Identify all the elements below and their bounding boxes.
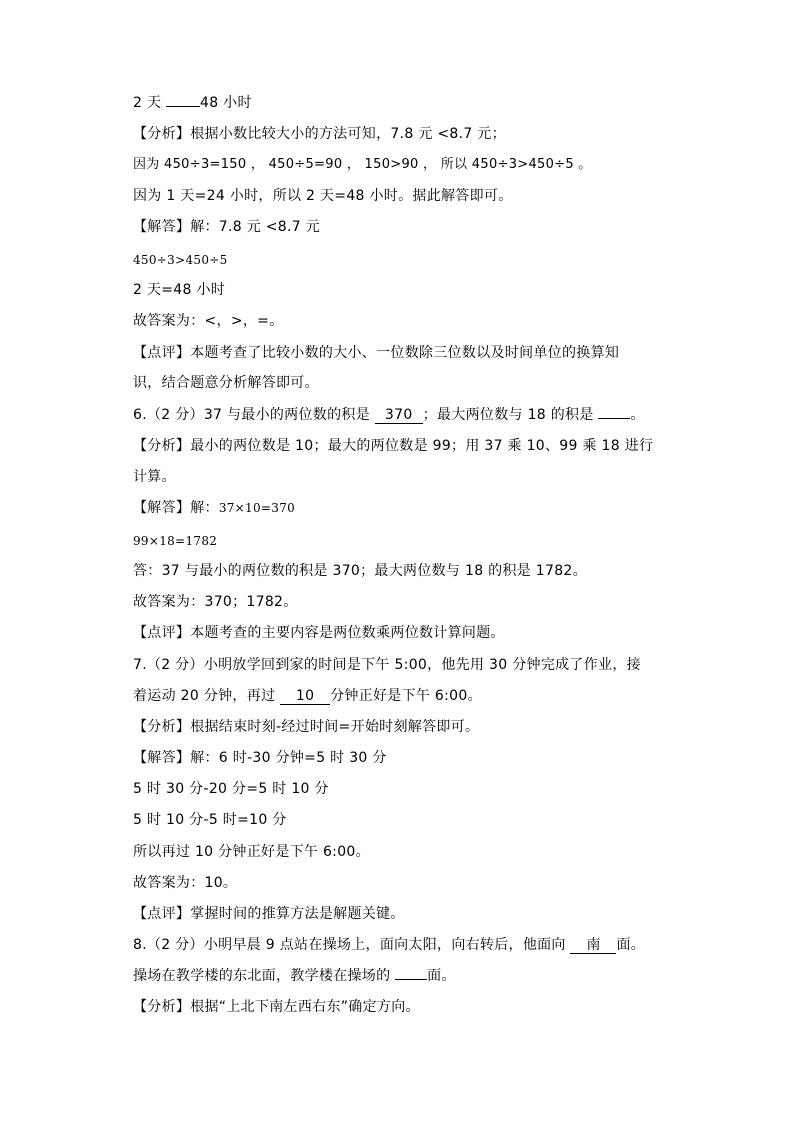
analysis-line [133,436,653,456]
line-text: 5 时 30 分-20 分=5 时 10 分 [133,781,329,797]
line-text: 99×18=1782 [133,534,218,548]
line-text: 着运动 20 分钟，再过 [133,688,281,704]
answer-blank [598,418,630,419]
line-text: 识，结合题意分析解答即可。 [133,375,319,391]
line-text: 所以再过 10 分钟正好是下午 6:00。 [133,844,370,860]
line-text: 【点评】本题考查了比较小数的大小、一位数除三位数以及时间单位的换算知 [133,345,620,361]
line-text: 6.（2 分）37 与最小的两位数的积是 [133,407,375,423]
text-line [133,966,456,986]
answer-blank [395,979,427,980]
line-text: 【分析】根据小数比较大小的方法可知，7.8 元 <8.7 元； [133,126,506,142]
text-line [133,155,592,175]
line-text: 分钟正好是下午 6:00。 [330,688,482,704]
line-text: 7.（2 分）小明放学回到家的时间是下午 5:00，他先用 30 分钟完成了作业，接 [133,657,641,673]
text-line [133,280,225,300]
line-text: 面。 [616,937,646,953]
line-text: 【解答】解： [133,500,219,516]
line-text: 2 天=48 小时 [133,282,226,298]
comment-line [133,623,505,643]
solution-line [133,498,295,518]
question-8 [133,935,645,955]
line-text: 计算。 [133,469,176,485]
line-text: 故答案为：<，>，=。 [133,313,284,329]
line-text: 8.（2 分）小明早晨 9 点站在操场上，面向太阳，向右转后，他面向 [133,937,571,953]
comment-line [133,343,619,363]
line-text: 2 天 [133,95,167,111]
line-text: 【解答】解：7.8 元 <8.7 元 [133,219,321,235]
line-text: 【分析】根据结束时刻-经过时间=开始时刻解答即可。 [133,719,480,735]
text-line [133,93,252,113]
line-text: 故答案为：370；1782。 [133,594,298,610]
formula-text: 37×10=370 [218,501,296,515]
formula-line [133,250,228,270]
solution-line [133,748,387,768]
line-text: 因为 1 天=24 小时，所以 2 天=48 小时。据此解答即可。 [133,188,513,204]
line-text: 面。 [427,968,456,984]
line-text: ；最大两位数与 18 的积是 [422,407,599,423]
formula-line [133,531,217,551]
line-text: 操场在教学楼的东北面，教学楼在操场的 [133,968,396,984]
text-line [133,467,176,487]
line-text: 【解答】解：6 时-30 分钟=5 时 30 分 [133,750,387,766]
line-text: 【点评】掌握时间的推算方法是解题关键。 [133,906,405,922]
answer-blank: 370 [375,407,423,424]
text-line [133,373,319,393]
line-text: 因为 450÷3=150 ， 450÷5=90 ， 150>90 ， 所以 450÷3>450÷5 。 [133,157,592,172]
line-text: 【点评】本题考查的主要内容是两位数乘两位数计算问题。 [133,625,505,641]
line-text: 【分析】最小的两位数是 10；最大的两位数是 99；用 37 乘 10、99 乘 18 进行 [133,438,654,454]
line-text: 故答案为：10。 [133,875,238,891]
question-7 [133,655,641,675]
comment-line [133,904,405,924]
answer-line [133,873,237,893]
answer-blank: 南 [570,937,616,954]
solution-line [133,217,320,237]
question-6 [133,405,645,425]
line-text: 5 时 10 分-5 时=10 分 [133,812,287,828]
answer-blank: 10 [280,688,330,705]
text-line [133,186,513,206]
line-text: 答：37 与最小的两位数的积是 370；最大两位数与 18 的积是 1782。 [133,563,587,579]
line-text: 48 小时 [200,95,252,111]
text-line [133,686,482,706]
line-text: 。 [630,407,645,423]
text-line [133,842,370,862]
answer-line [133,311,284,331]
text-line [133,810,287,830]
answer-blank [166,106,200,107]
line-text: 450÷3>450÷5 [133,253,228,267]
line-text: 【分析】根据“上北下南左西右东”确定方向。 [133,999,420,1015]
text-line [133,561,587,581]
analysis-line [133,717,479,737]
answer-line [133,592,298,612]
analysis-line [133,997,420,1017]
analysis-line [133,124,506,144]
text-line [133,779,329,799]
